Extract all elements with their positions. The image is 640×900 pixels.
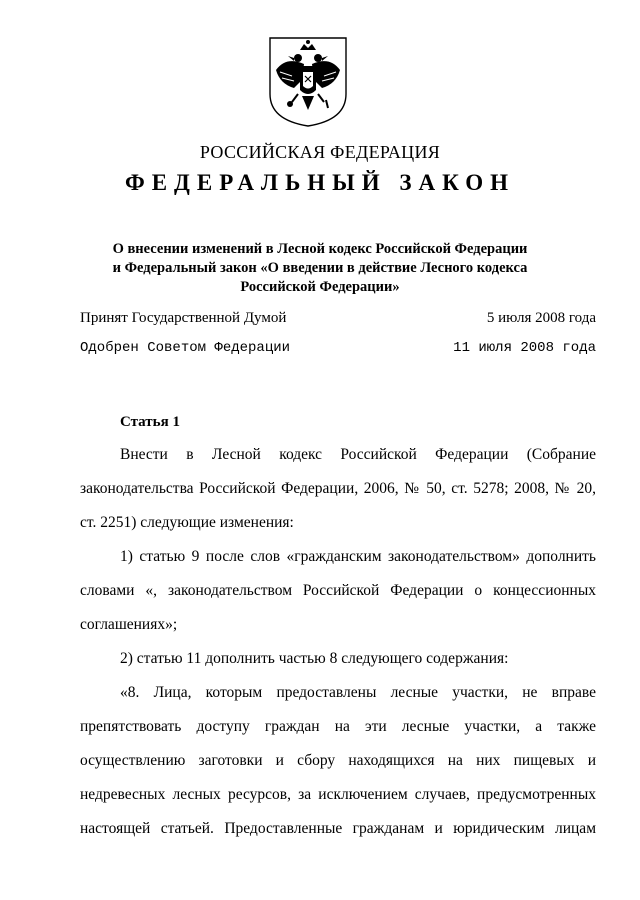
body-line: соглашениях»;: [80, 616, 178, 633]
body-line: препятствовать доступу граждан на эти лесные участки, а также: [80, 718, 596, 735]
country-name: РОССИЙСКАЯ ФЕДЕРАЦИЯ: [199, 142, 441, 162]
council-date: 11 июля 2008 года: [453, 340, 596, 356]
law-title-line: Российской Федерации»: [240, 279, 400, 295]
body-line: словами «, законодательством Российской Федерации о концессионных: [80, 582, 596, 599]
body-line: ст. 2251) следующие изменения:: [80, 514, 294, 531]
body-line: настоящей статьей. Предоставленные гражданам и юридическим лицам: [80, 820, 596, 837]
article-heading: Статья 1: [120, 414, 180, 430]
document-type: ФЕДЕРАЛЬНЫЙ ЗАКОН: [124, 170, 516, 195]
council-label: Одобрен Советом Федерации: [80, 340, 291, 356]
law-title-line: О внесении изменений в Лесной кодекс Российской Федерации: [112, 241, 528, 257]
law-title-line: и Федеральный закон «О введении в действие Лесного кодекса: [112, 260, 528, 276]
duma-label: Принят Государственной Думой: [80, 310, 287, 326]
law-title: [80, 240, 560, 297]
body-line: недревесных лесных ресурсов, за исключением случаев, предусмотренных: [80, 786, 596, 803]
body-line: 1) статью 9 после слов «гражданским законодательством» дополнить: [120, 548, 596, 565]
duma-adoption-row: [80, 310, 596, 327]
body-line: законодательства Российской Федерации, 2006, № 50, ст. 5278; 2008, № 20,: [80, 480, 596, 497]
coat-of-arms-icon: [268, 36, 348, 128]
body-line: Внести в Лесной кодекс Российской Федерации (Собрание: [120, 446, 596, 463]
council-approval-row: [80, 340, 596, 356]
body-line: осуществлению заготовки и сбору находящихся на них пищевых и: [80, 752, 596, 769]
body-line: 2) статью 11 дополнить частью 8 следующего содержания:: [120, 650, 509, 667]
body-line: «8. Лица, которым предоставлены лесные участки, не вправе: [120, 684, 596, 701]
duma-date: 5 июля 2008 года: [486, 310, 596, 326]
